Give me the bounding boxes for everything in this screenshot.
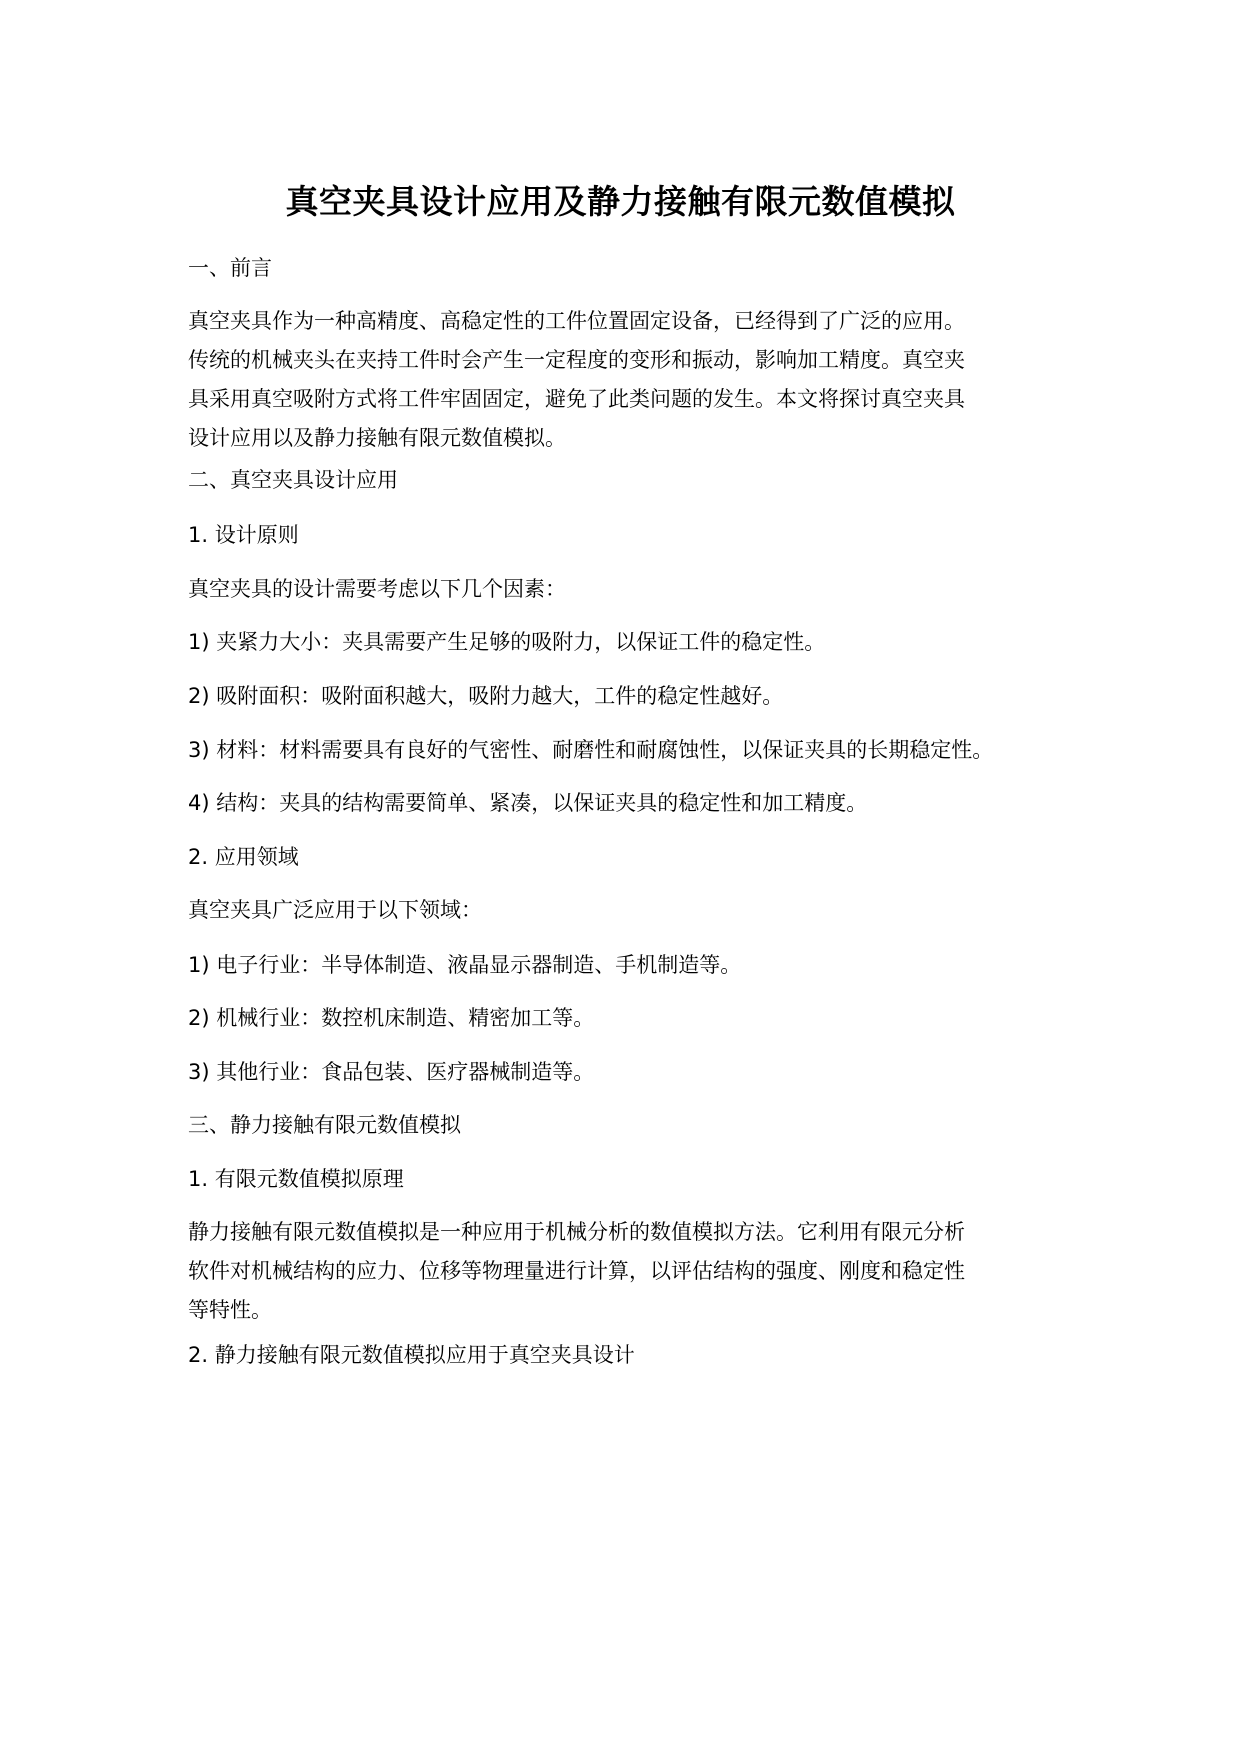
paragraph-design-factors [188,570,1068,609]
text-line: 1) 电子行业：半导体制造、液晶显示器制造、手机制造等。 [188,953,742,977]
text-line: 真空夹具广泛应用于以下领域： [188,898,482,922]
subheading-application-fields [188,838,1068,877]
list-item-clamping-force [188,623,1068,662]
text-line: 2) 机械行业：数控机床制造、精密加工等。 [188,1006,595,1030]
subheading-design-principles [188,516,1068,555]
text-line: 三、静力接触有限元数值模拟 [188,1113,461,1137]
text-line: 等特性。 [188,1298,272,1322]
text-line: 2) 吸附面积：吸附面积越大，吸附力越大，工件的稳定性越好。 [188,684,784,708]
text-line: 二、真空夹具设计应用 [188,468,398,492]
text-line: 具采用真空吸附方式将工件牢固固定，避免了此类问题的发生。本文将探讨真空夹具 [188,387,965,411]
intro-paragraph [188,302,1068,458]
section-heading-design-application [188,461,1068,500]
paragraph-application-intro [188,891,1068,930]
list-item-suction-area [188,677,1068,716]
text-line: 设计应用以及静力接触有限元数值模拟。 [188,426,566,450]
text-line: 真空夹具的设计需要考虑以下几个因素： [188,577,566,601]
list-item-material [188,731,1068,770]
text-line: 3) 其他行业：食品包装、医疗器械制造等。 [188,1060,595,1084]
list-item-other-industries [188,1053,1068,1092]
text-line: 软件对机械结构的应力、位移等物理量进行计算，以评估结构的强度、刚度和稳定性 [188,1259,965,1283]
text-line: 4) 结构：夹具的结构需要简单、紧凑，以保证夹具的稳定性和加工精度。 [188,791,868,815]
text-line: 传统的机械夹头在夹持工件时会产生一定程度的变形和振动，影响加工精度。真空夹 [188,348,965,372]
section-heading-fem-simulation [188,1106,1068,1145]
text-line: 2. 静力接触有限元数值模拟应用于真空夹具设计 [188,1343,635,1367]
subheading-fem-application [188,1336,1068,1375]
subheading-fem-principle [188,1160,1068,1199]
text-line: 1. 有限元数值模拟原理 [188,1167,404,1191]
text-line: 1. 设计原则 [188,523,299,547]
text-line: 3) 材料：材料需要具有良好的气密性、耐磨性和耐腐蚀性，以保证夹具的长期稳定性。 [188,738,994,762]
text-line: 1) 夹紧力大小：夹具需要产生足够的吸附力，以保证工件的稳定性。 [188,630,826,654]
text-line: 真空夹具作为一种高精度、高稳定性的工件位置固定设备，已经得到了广泛的应用。 [188,309,965,333]
text-line: 静力接触有限元数值模拟是一种应用于机械分析的数值模拟方法。它利用有限元分析 [188,1220,965,1244]
paragraph-fem-principle [188,1213,1068,1330]
text-line: 2. 应用领域 [188,845,299,869]
list-item-machinery [188,999,1068,1038]
list-item-structure [188,784,1068,823]
text-line: 一、前言 [188,256,272,280]
section-heading-preface [188,249,1068,288]
document-title: 真空夹具设计应用及静力接触有限元数值模拟 [285,182,956,221]
list-item-electronics [188,946,1068,985]
